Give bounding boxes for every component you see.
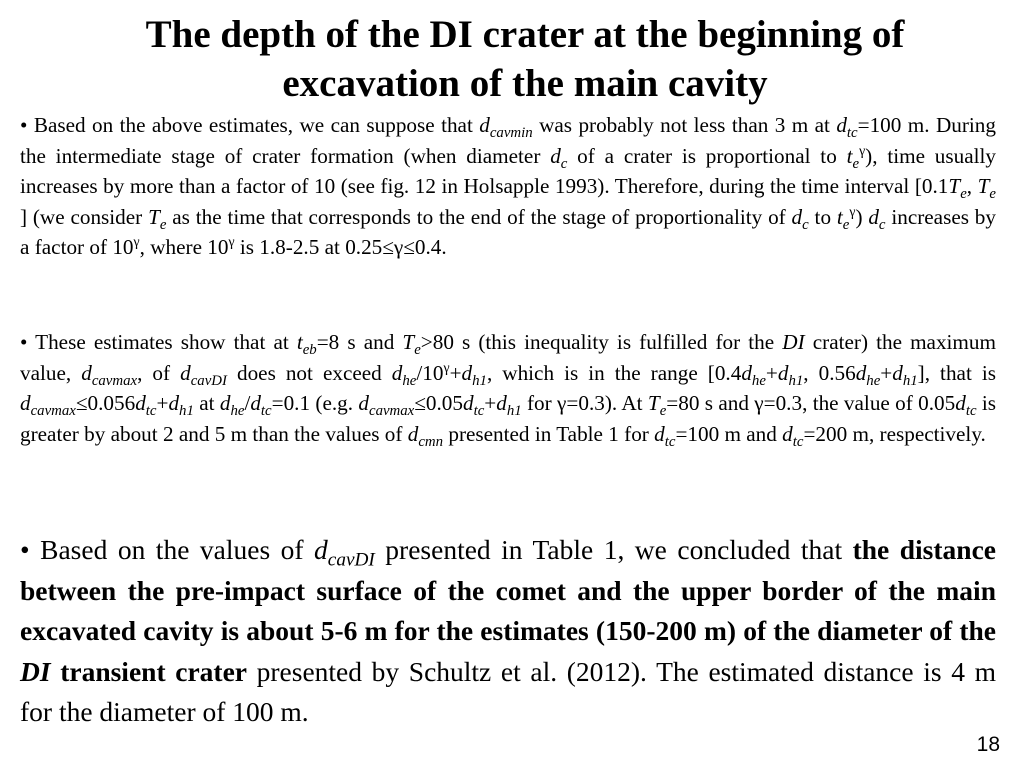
text-run: ], that is xyxy=(917,360,996,385)
text-run: ), time usually increases by more than a factor of 10 (see fig. 12 in Holsapple 1993). Therefore, during the time interval [0.1 xyxy=(20,143,996,199)
superscript-text: γ xyxy=(849,203,856,219)
subscript-text: tc xyxy=(965,403,977,420)
var-text: d xyxy=(654,421,665,446)
subscript-text: e xyxy=(989,186,997,203)
subscript-text: e xyxy=(159,217,167,234)
subscript-text: he xyxy=(402,372,417,389)
text-run: + xyxy=(449,360,462,385)
text-run: of a crater is proportional to xyxy=(567,143,847,168)
subscript-text: c xyxy=(878,217,886,234)
text-run: ) xyxy=(855,204,869,229)
subscript-text: tc xyxy=(664,434,676,451)
var-text: d xyxy=(461,360,473,385)
var-text: d xyxy=(868,204,879,229)
text-run: for γ=0.3). At xyxy=(521,391,648,416)
paragraph-2 xyxy=(20,327,996,449)
text-run: crater) the maximum value, xyxy=(20,330,996,385)
var-text: d xyxy=(955,391,966,416)
var-text: T xyxy=(148,204,160,229)
subscript-text: h1 xyxy=(472,372,487,389)
text-run: increases by a factor of 10 xyxy=(20,204,996,260)
var-text: d xyxy=(250,391,261,416)
text-run: =8 s and xyxy=(316,330,403,354)
text-run: These estimates show that at xyxy=(27,330,297,354)
text-run: + xyxy=(765,360,778,385)
conclusion-bold-italic-text: DI xyxy=(20,655,51,687)
subscript-text: tc xyxy=(473,403,485,420)
var-text: d xyxy=(135,391,146,416)
subscript-text: tc xyxy=(260,403,272,420)
slide-title-line-2: excavation of the main cavity xyxy=(282,62,768,105)
conclusion-bold-text: transient crater xyxy=(50,655,247,687)
subscript-text: e xyxy=(960,186,967,203)
subscript-text: eb xyxy=(302,342,317,359)
var-text: T xyxy=(647,391,660,416)
var-text: d xyxy=(782,421,793,446)
var-text: d xyxy=(20,391,31,416)
conclusion-bold-text: the distance between the pre-impact surface of the comet and the upper border of the main excavated cavity is about 5-6 m for the estimates (150-200 m) of the diameter of the xyxy=(20,534,996,646)
var-text: t xyxy=(846,143,853,168)
subscript-text: he xyxy=(751,372,766,389)
text-run: >80 s (this inequality is fulfilled for the xyxy=(420,330,783,354)
superscript-text: γ xyxy=(133,234,140,250)
var-text: d xyxy=(855,360,867,385)
var-text: DI xyxy=(782,330,805,354)
subscript-text: c xyxy=(560,155,568,172)
text-run: is greater by about 2 and 5 m than the values of xyxy=(20,391,997,446)
var-text: t xyxy=(296,330,303,354)
text-run: at xyxy=(193,391,220,416)
text-run: , xyxy=(966,174,978,199)
subscript-text: c xyxy=(802,217,809,234)
var-text: d xyxy=(836,113,847,137)
text-run: , which is in the range [0.4 xyxy=(486,360,742,385)
text-run: as the time that corresponds to the end of the stage of proportionality of xyxy=(166,204,792,229)
var-text: d xyxy=(407,421,419,446)
paragraph-3 xyxy=(20,530,996,733)
subscript-text: cmn xyxy=(418,434,444,451)
var-text: d xyxy=(741,360,752,385)
var-text: d xyxy=(496,391,507,416)
text-run: presented in Table 1, we concluded that xyxy=(374,534,853,565)
text-run: Based on the values of xyxy=(29,534,315,565)
text-run: presented by Schultz et al. (2012). The estimated distance is 4 m for the diameter of 100 m. xyxy=(20,655,996,727)
subscript-text: cavmax xyxy=(368,403,415,420)
var-text: d xyxy=(358,391,369,416)
var-text: d xyxy=(791,204,803,229)
text-run: =200 m, respectively. xyxy=(803,421,986,446)
text-run: ≤0.05 xyxy=(414,391,463,416)
subscript-text: h1 xyxy=(902,372,918,389)
text-run: presented in Table 1 for xyxy=(443,421,655,446)
text-run: =80 s and γ=0.3, the value of 0.05 xyxy=(666,391,956,416)
var-text: d xyxy=(168,391,180,416)
subscript-text: e xyxy=(414,342,421,359)
superscript-text: γ xyxy=(228,234,235,250)
text-run: Based on the above estimates, we can suppose that xyxy=(27,113,480,137)
subscript-text: tc xyxy=(792,434,804,451)
subscript-text: he xyxy=(230,403,245,420)
var-text: d xyxy=(892,360,903,385)
text-run: was probably not less than 3 m at xyxy=(532,113,837,137)
superscript-text: γ xyxy=(443,359,450,375)
subscript-text: cavmax xyxy=(91,372,138,389)
superscript-text: γ xyxy=(859,142,866,158)
var-text: T xyxy=(948,174,961,199)
text-run: =100 m. During the intermediate stage of crater formation (when diameter xyxy=(20,113,996,168)
text-run: does not exceed xyxy=(226,360,392,385)
var-text: d xyxy=(391,360,403,385)
subscript-text: e xyxy=(852,155,860,172)
text-run: + xyxy=(484,391,497,416)
text-run: ≤0.056 xyxy=(75,391,136,416)
var-text: T xyxy=(977,174,990,199)
var-text: d xyxy=(314,534,328,565)
subscript-text: cavmin xyxy=(489,125,533,142)
text-run: =100 m and xyxy=(675,421,783,446)
text-run: + xyxy=(880,360,893,385)
subscript-text: he xyxy=(866,372,881,389)
bullet-2: • xyxy=(20,330,28,354)
text-run: =0.1 (e.g. xyxy=(271,391,359,416)
slide-title xyxy=(40,10,1010,108)
subscript-text: cavDI xyxy=(190,372,227,389)
var-text: d xyxy=(180,360,191,385)
text-run: / xyxy=(244,391,251,416)
var-text: t xyxy=(836,204,843,229)
text-run: , 0.56 xyxy=(803,360,856,385)
subscript-text: h1 xyxy=(179,403,194,420)
paragraph-1 xyxy=(20,110,996,263)
text-run: ] (we consider xyxy=(20,204,149,229)
subscript-text: tc xyxy=(846,125,858,142)
bullet-1: • xyxy=(20,113,28,137)
var-text: d xyxy=(777,360,789,385)
var-text: d xyxy=(479,113,490,137)
subscript-text: e xyxy=(659,403,667,420)
subscript-text: cavDI xyxy=(327,549,375,571)
var-text: d xyxy=(219,391,231,416)
subscript-text: h1 xyxy=(788,372,804,389)
subscript-text: e xyxy=(842,217,850,234)
subscript-text: cavmax xyxy=(30,403,76,420)
var-text: d xyxy=(550,143,561,168)
subscript-text: tc xyxy=(145,403,157,420)
subscript-text: h1 xyxy=(506,403,522,420)
text-run: , where 10 xyxy=(139,235,229,260)
var-text: d xyxy=(462,391,474,416)
text-run: to xyxy=(808,204,837,229)
var-text: T xyxy=(402,330,415,354)
text-run: + xyxy=(156,391,169,416)
bullet-3: • xyxy=(20,534,30,565)
var-text: d xyxy=(81,360,92,385)
slide-title-line-1: The depth of the DI crater at the beginning of xyxy=(145,13,905,56)
text-run: is 1.8-2.5 at 0.25≤γ≤0.4. xyxy=(234,235,447,260)
text-run: , of xyxy=(137,360,181,385)
page-number: 18 xyxy=(976,733,1000,756)
text-run: /10 xyxy=(416,360,444,385)
